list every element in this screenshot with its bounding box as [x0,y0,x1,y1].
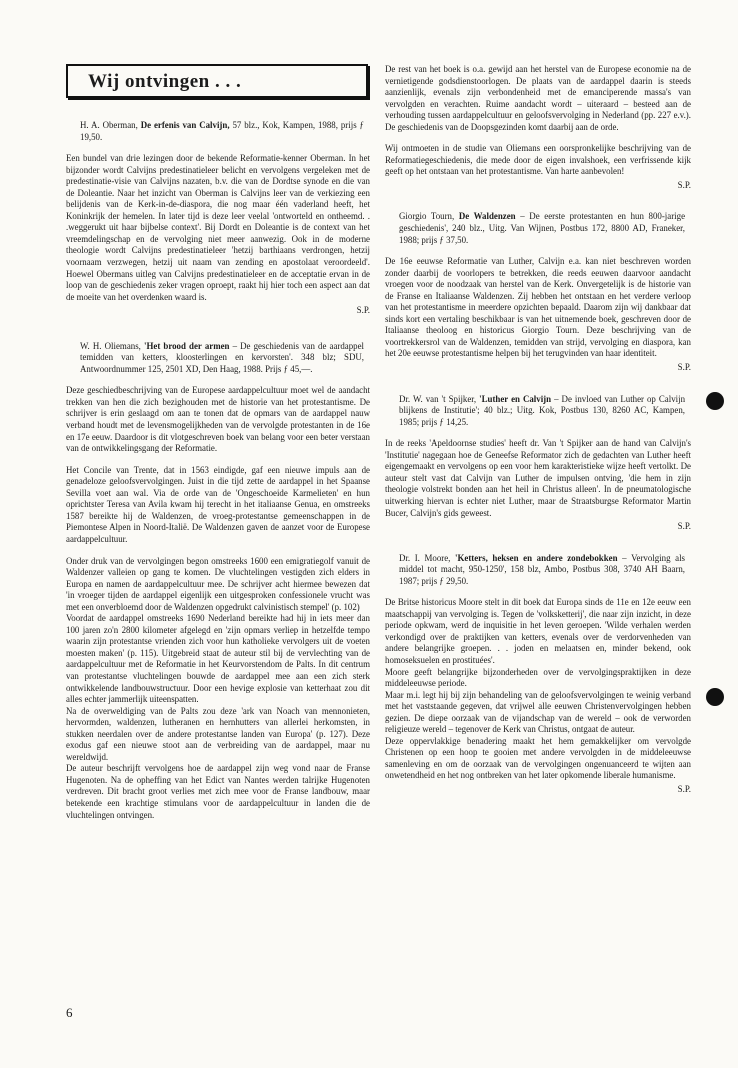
review-2-author: W. H. Oliemans, [80,340,141,351]
review-2-title: 'Het brood der armen [144,340,230,351]
heading-box [66,64,368,98]
review-1-header [66,120,370,143]
review-4-signature: S.P. [677,521,691,532]
review-2-signature: S.P. [677,179,691,190]
review-4-details: – De invloed van Luther op Calvijn blijkens de Institutie'; 40 blz.; Uitg. Kok, Postbus 130, 8260 AC, Kampen, 1985; prijs ƒ 14,25. [399,393,686,427]
review-4-text: In de reeks 'Apeldoornse studies' heeft dr. Van 't Spijker aan de hand van Calvijn's 'Institutie' nagegaan hoe de Geneefse Reformator zich de gedachten van Luther heeft eigengemaakt en vervolgens op een voor hem karakteristieke wijze heeft vertolkt. De auteur stelt vast dat Calvijn van Luther de impulsen ontving, 'die hem in zijn theologie volstrekt bonden aan het heil in Christus alleen'. In de pneumatologische uitwerking hiervan is echter niet Luther, maar de Straatsburgse Reformator Martin Bucer, Calvijn's gids geweest. [385,438,691,518]
review-2-header [66,341,370,376]
review-3-header [385,211,691,246]
binding-hole-mark [706,688,724,706]
review-3-text: De 16e eeuwse Reformatie van Luther, Calvijn e.a. kan niet beschreven worden zonder daarbij de voorlopers te betrekken, die reeds eeuwen daarvoor aandacht vroegen voor de noodzaak van herstel van de Kerk. Onvergetelijk is de historie van de Franse en Italiaanse Waldenzen. Zij hebben het ontstaan en het verdere verloop van het protestantisme in meerdere opzichten bepaald. Daarom zijn wij dankbaar dat sinds kort een vertaling beschikbaar is van het uitnemende boek, geschreven door de Italiaanse theoloog en historicus Giorgio Tourn. Deze beschrijving van de voortrekkersrol van de Waldenzen, temidden van strijd, vervolging en diaspora, kan het 20e eeuwse protestantisme helpen bij het terugvinden van haar identiteit. [385,256,691,359]
review-5-details: – Vervolging als middel tot macht, 950-1250', 158 blz, Ambo, Postbus 308, 3740 AH Baarn, 1987; prijs ƒ 29,50. [399,552,685,586]
review-4-title: 'Luther en Calvijn [479,393,552,404]
review-2-paragraph-2: Het Concile van Trente, dat in 1563 eindigde, gaf een nieuwe impuls aan de genadeloze geloofsvervolgingen. Juist in die tijd zette de aardappel in het Spaanse Sevilla voet aan wal. Via de orde van de 'Ongeschoeide Karmelieten' en hun oprichtster Teresa van Avila kwam hij terecht in het italiaanse Genua, en omstreeks 1587 bereikte hij de Waldenzen, de vroeg-protestantse gemeenschappen in de Piemontese Alpen in Noord-Italië. De Waldenzen gaven de aanzet voor de Europese aardappelcultuur. [66,464,370,544]
review-2-paragraph-3: Onder druk van de vervolgingen begon omstreeks 1600 een emigratiegolf vanuit de Waldenzer valleien op gang te komen. De vluchtelingen vestigden zich elders in Europa en namen de aardappelcultuur mee. De schrijver acht hiermee bewezen dat 'in vroeger tijden de aardappel eigenlijk een uitgesproken confessionele vrucht was met een onverbloemd door de Waldenzen opgedrukt calvinistisch stempel' (p. 102) Voordat de aardappel omstreeks 1690 Nederland bereikte had hij in iets meer dan 100 jaren zo'n 2800 kilometer afgelegd en 'zijn opmars verliep in hetzelfde tempo waarin zijn protestantse vrienden zich voor hun katholieke vervolgers uit de voeten moesten maken' (p. 115). Uitgebreid staat de auteur stil bij de vervlechting van de aardappelcultuur met de Reformatie in het Keurvorstendom de Palts. In dit centrum van protestantse vluchtelingen bouwde de aardappel mee aan een zich sterk ontwikkelende landbouwstructuur. Door een hevige explosie van ketterhaat zou dit alles echter jammerlijk uiteenspatten. Na de overweldiging van de Palts zou deze 'ark van Noach van mennonieten, hervormden, waldenzen, lutheranen en hernhutters van allerlei herkomsten, in stukken neerdalen over de andere protestantse landen van Europa' (p. 127). Deze exodus gaf een nieuwe stoot aan de verbreiding van de aardappel, maar nu wereldwijd. De auteur beschrijft vervolgens hoe de aardappel zijn weg vond naar de Franse Hugenoten. Na de opheffing van het Edict van Nantes werden talrijke Hugenoten verdreven. Dit bracht groot verlies met zich mee voor de Franse landbouw, maar betekende een krachtige stimulans voor de aardappelcultuur in landen die de vluchtelingen ontvingen. [66,555,370,820]
review-2-paragraph-4: De rest van het boek is o.a. gewijd aan het herstel van de Europese economie na de vernietigende godsdienstoorlogen. De plaats van de aardappel daarin is steeds aanzienlijk, evenals zijn verbondenheid met de emanciperende massa's van vervolgden en verachten. Ruime aandacht wordt – uiteraard – besteed aan de verhouding tussen aardappelcultuur en geloofsvervolging in Nederland (pp. 227 e.v.). De geschiedenis van de Doopsgezinden komt daarbij aan de orde. [385,64,691,132]
review-2-details: – De geschiedenis van de aardappel temidden van ketters, kloosterlingen en kervorsten'. 348 blz; SDU, Antwoordnummer 125, 2501 XD, Den Haag, 1988. Prijs ƒ 45,—. [80,340,365,374]
review-2-paragraph-1: Deze geschiedbeschrijving van de Europese aardappelcultuur moet wel de aandacht trekken van hen die zich bezighouden met de historie van het protestantisme. De schrijver is erin geslaagd om aan te tonen dat de opmars van de aardappel nauw verband houdt met de levensmogelijkheden van de vervolgde protestanten in de 16e en 17e eeuw. Daardoor is dit vlotgeschreven boek van belang voor een beter verstaan van de ontwikkelingsgang der Reformatie. [66,385,370,454]
page-heading: Wij ontvingen . . . [88,71,242,92]
review-5-header [385,553,691,588]
left-column [66,64,370,821]
review-5-title: 'Ketters, heksen en andere zondebokken [455,552,618,563]
review-1-details: 57 blz., Kok, Kampen, 1988, prijs ƒ 19,50. [80,120,364,142]
review-1-title: De erfenis van Calvijn, [140,120,230,130]
page-number: 6 [66,1005,73,1020]
review-1-text: Een bundel van drie lezingen door de bekende Reformatie-kenner Oberman. In het bijzonder wordt Calvijns predestinatieleer belicht en vervolgens vergeleken met de predestinatie-visie van Calvijns nazaten, b.v. die van de Dordtse synode en die van de Doleantie. Naar het inzicht van Oberman is Calvijns leer van de verkiezing een belijdenis van de Kerk-in-de-diaspora, die nog maar één vaderland heeft, het Koninkrijk der hemelen. In later tijd is deze leer veelal 'ontworteld en ontheemd. . .weggerukt uit haar bijbelse context'. Bij Dordt en Doleantie is de context van het vreemdelingschap en de vervolging niet meer aanwezig. Ook in de moderne theologie wordt Calvijns predestinatieleer 'hetzij barthiaans verdrongen, hetzij voornaam verzwegen, hetzij uit naam van zending en apostolaat veroordeeld'. Hoewel Obermans uitleg van Calvijns predestinatieleer en de acceptatie ervan in de loop van de geschiedenis zeker vragen oproept, raakt hij hier toch een aspect aan dat de moeite van het overdenken waard is. [66,153,370,302]
review-5-text: De Britse historicus Moore stelt in dit boek dat Europa sinds de 11e en 12e eeuw een maatschappij van vervolging is. Tegen de 'volksketterij', die naar zijn inzicht, in deze periode opkwam, werd de inquisitie in het leven geroepen. 'Wilde verhalen werden verkondigd over de praktijken van ketters, evenals over de verdorvenheden van andere belangrijke groepen. . . joden en melaatsen en, minder bekend, ook homoseksuelen en prostituées'. Moore geeft belangrijke bijzonderheden over de vervolgingspraktijken in deze middeleeuwse periode. Maar m.i. legt hij bij zijn behandeling van de geloofsvervolgingen te weinig verband met het vaststaande gegeven, dat vrijwel alle eeuwen Christenvervolgingen hebben gezien. De diepe oorzaak van de vijandschap van de wereld – ook de verworden religieuze wereld – tegenover de Kerk van Christus, ontgaat de auteur. Deze oppervlakkige benadering maakt het hem gemakkelijker om vervolgde Christenen op een hoop te gooien met andere vervolgden in de middeleeuwse samenleving en om de oorzaak van de vervolgingen ongenuanceerd te wijten aan onwetendheid en het nog ontbreken van het later opkomende liberale humanisme. [385,597,691,781]
review-5-signature: S.P. [677,783,691,794]
review-1-signature: S.P. [356,305,370,316]
right-column [385,64,691,796]
review-1-author: H. A. Oberman, [80,120,138,130]
review-3-title: De Waldenzen [458,211,516,222]
binding-hole-mark [706,392,724,410]
review-2-paragraph-5: Wij ontmoeten in de studie van Oliemans een oorspronkelijke beschrijving van de Reformatiegeschiedenis, die mede door de eigen invalshoek, een verfrissende kijk geeft op het ontstaan van het protestantisme. Van harte aanbevolen! [385,143,691,177]
review-3-author: Giorgio Tourn, [399,211,455,222]
review-3-details: – De eerste protestanten en hun 800-jarige geschiedenis', 240 blz., Uitg. Van Wijnen, Postbus 172, 8800 AD, Franeker, 1988; prijs ƒ 37,50. [399,211,686,245]
review-4-header [385,394,691,429]
review-3-signature: S.P. [677,362,691,373]
review-4-author: Dr. W. van 't Spijker, [399,393,477,404]
review-5-author: Dr. I. Moore, [399,552,451,563]
